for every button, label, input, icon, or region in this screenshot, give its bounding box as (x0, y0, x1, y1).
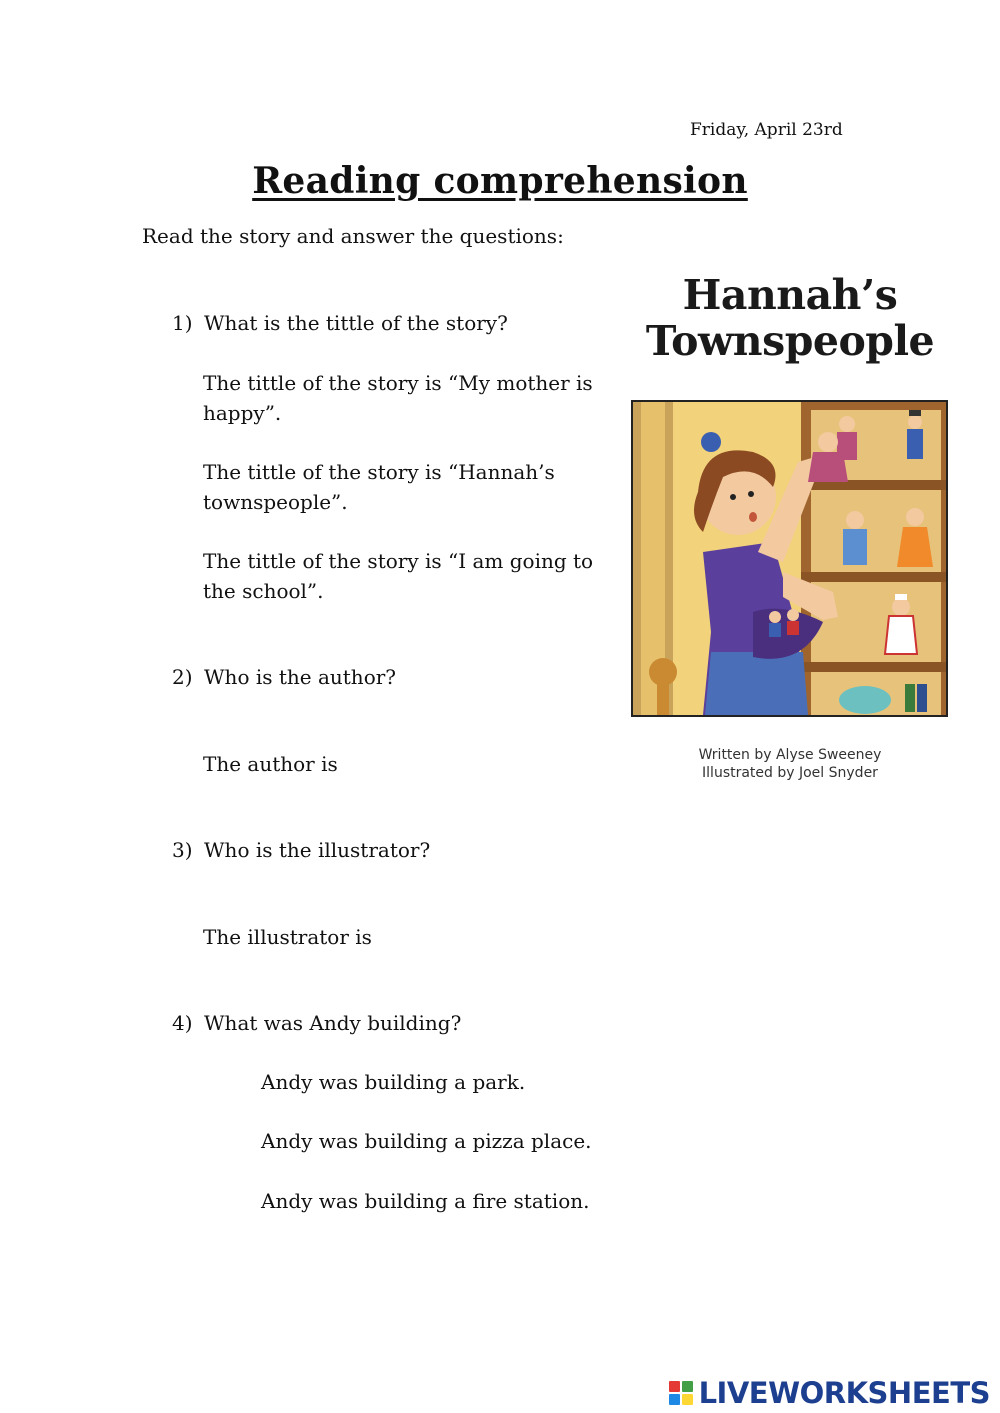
question-3 (172, 838, 430, 862)
book-title-line-1: Hannah’s (682, 271, 898, 319)
question-1 (172, 311, 508, 335)
worksheet-date: Friday, April 23rd (690, 120, 843, 140)
liveworksheets-logo (669, 1376, 990, 1410)
logo-text: LIVEWORKSHEETS (698, 1376, 990, 1410)
girl-with-dolls-illustration (633, 402, 946, 715)
question-4-option-1[interactable]: Andy was building a park. (261, 1070, 526, 1094)
question-1-option-2[interactable]: The tittle of the story is “Hannah’s townspeople”. (203, 460, 555, 514)
question-text: Who is the illustrator? (204, 838, 431, 862)
question-4 (172, 1011, 461, 1035)
question-1-option-1[interactable]: The tittle of the story is “My mother is happy”. (203, 371, 593, 425)
question-1-option-3[interactable]: The tittle of the story is “I am going to the school”. (203, 549, 594, 603)
written-by: Written by Alyse Sweeney (698, 747, 882, 763)
logo-icon (669, 1381, 693, 1405)
author-answer-prompt: The author is (203, 752, 338, 776)
question-number: 4) (172, 1011, 193, 1035)
illustrator-answer-prompt: The illustrator is (203, 925, 372, 949)
question-text: What is the tittle of the story? (204, 311, 508, 335)
question-2 (172, 665, 396, 689)
question-4-option-3[interactable]: Andy was building a fire station. (261, 1189, 590, 1213)
page-title: Reading comprehension (252, 160, 748, 202)
book-cover-illustration (631, 400, 948, 717)
question-text: What was Andy building? (204, 1011, 462, 1035)
book-cover-title (620, 272, 960, 364)
question-4-option-2[interactable]: Andy was building a pizza place. (261, 1129, 592, 1153)
book-credits (640, 746, 940, 782)
question-number: 2) (172, 665, 193, 689)
question-text: Who is the author? (204, 665, 397, 689)
question-number: 3) (172, 838, 193, 862)
question-number: 1) (172, 311, 193, 335)
instructions: Read the story and answer the questions: (142, 224, 564, 248)
illustrated-by: Illustrated by Joel Snyder (702, 765, 878, 781)
book-title-line-2: Townspeople (645, 317, 935, 365)
